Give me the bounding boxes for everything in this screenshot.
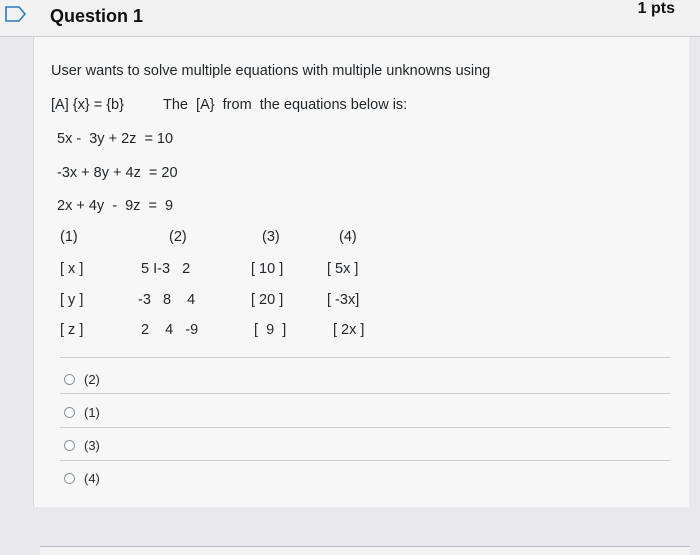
option-1-row-1: [ x ] [60, 261, 84, 277]
option-4-row-1: [ 5x ] [327, 261, 359, 277]
equation-2: -3x + 8y + 4z = 20 [57, 165, 178, 181]
radio-button[interactable] [64, 473, 75, 484]
answer-label: (3) [84, 437, 100, 453]
answer-option[interactable] [64, 402, 100, 422]
equation-1: 5x - 3y + 2z = 10 [57, 131, 174, 147]
option-1-row-3: [ z ] [60, 322, 84, 338]
radio-button[interactable] [64, 407, 75, 418]
option-4-row-2: [ -3x] [327, 292, 360, 308]
equation-3: 2x + 4y - 9z = 9 [57, 198, 174, 214]
prompt-text: User wants to solve multiple equations with multiple unknowns using [51, 63, 491, 79]
question-points: 1 pts [637, 0, 675, 17]
option-4-row-3: [ 2x ] [333, 322, 365, 338]
answer-option[interactable] [64, 369, 100, 389]
answer-label: (1) [84, 404, 100, 420]
option-1-row-2: [ y ] [60, 292, 84, 308]
option-2-row-2: -3 8 4 [138, 292, 196, 308]
divider [60, 357, 670, 358]
answer-option[interactable] [64, 435, 100, 455]
bookmark-flag-icon[interactable] [4, 4, 28, 24]
option-header-3: (3) [262, 229, 280, 245]
prompt-instruction: The [A} from the equations below is: [163, 97, 408, 113]
option-3-row-1: [ 10 ] [251, 261, 284, 277]
option-header-4: (4) [339, 229, 357, 245]
answer-label: (4) [84, 470, 100, 486]
divider [60, 460, 670, 461]
option-3-row-3: [ 9 ] [254, 322, 287, 338]
radio-button[interactable] [64, 374, 75, 385]
question-title: Question 1 [50, 6, 144, 26]
answer-label: (2) [84, 371, 100, 387]
divider [60, 393, 670, 394]
divider [60, 427, 670, 428]
option-header-1: (1) [60, 229, 78, 245]
option-header-2: (2) [169, 229, 187, 245]
option-2-row-1: 5 I-3 2 [141, 261, 191, 277]
answer-option[interactable] [64, 468, 100, 488]
prompt-matrix-equation: [A] {x} = {b} [51, 97, 124, 113]
option-2-row-3: 2 4 -9 [141, 322, 199, 338]
question-header [0, 0, 700, 37]
option-3-row-2: [ 20 ] [251, 292, 284, 308]
radio-button[interactable] [64, 440, 75, 451]
